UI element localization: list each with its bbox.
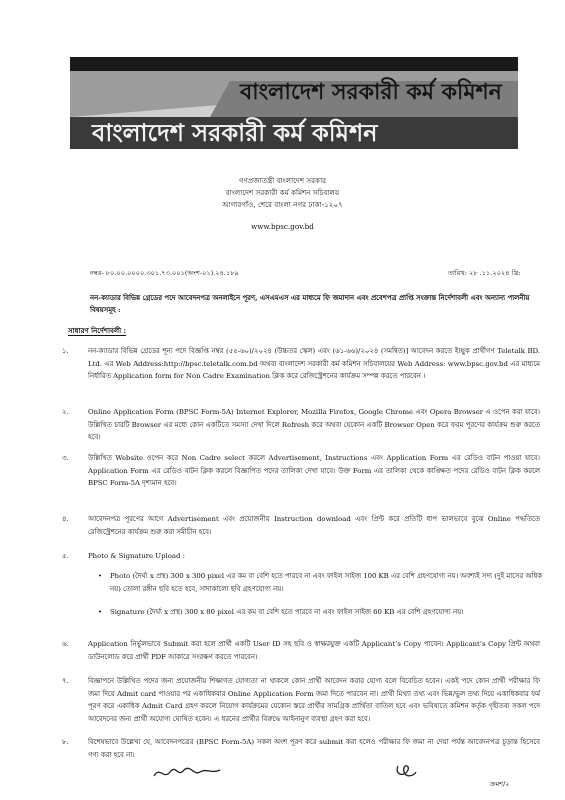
banner-line2: বাংলাদেশ সরকারী কর্ম কমিশন: [92, 119, 378, 147]
instruction-item: ৭. বিজ্ঞাপনে উল্লিখিত পদের জন্য প্রয়োজনীয় শিক্ষাগত যোগ্যতা না থাকলে কোন প্রার্থী আবেদন করার যোগ্য বলে বিবেচিত হবেন। একই পদে কোন প্রার্থী পরীক্ষার ফি জমা দিয়ে Admit card পাওয়ার পর একাধিকবার Online Application Form জমা দিতে পারবেন না। প্রার্থী মিথ্যা তথ্য এবং ভিন্ন/ভুল তথ্য দিয়ে একাধিকবার ফর্ম পূরণ করে একাধিক Admit Card গ্রহণ করলে নিয়োগ কার্যক্রমের যেকোন স্তরে প্রার্থীর সামগ্রিক প্রার্থিতা বাতিল হবে এবং ভবিষ্যতে কমিশন কর্তৃক গৃহীতব্য সকল পদে আবেদনের জন্য প্রার্থী অযোগ্য ঘোষিত হবেন। এ ধরনের প্রার্থীর বিরুদ্ধে আইনানুগ ব্যবস্থা গ্রহণ করা হবে।: [62, 677, 540, 723]
instruction-item: ১. নন-ক্যাডার বিভিন্ন গ্রেডের শূন্য পদে বিজ্ঞপ্তি নম্বর (৫৫-৬০)/২০২৪ (উচ্চতর স্কেল) এবং (৬১-৬৬)/২০২৪ (সমন্বিত)] আবেদন করতে ইচ্ছুক প্রার্থীগণ Teletalk BD. Ltd. এর Web Address:http://bpsc.teletalk.com.bd অথবা বাংলাদেশ সরকারী কর্ম কমিশন সচিবালয়ের Web Address: www.bpsc.gov.bd এর মাধ্যমে নির্ধারিত Application form for Non Cadre Examination ক্লিক করে রেজিস্ট্রেশনের কার্যক্রম সম্পন্ন করতে পারবেন ।: [62, 347, 540, 380]
signature-initial-right: [392, 758, 422, 782]
header-secretariat: বাংলাদেশ সরকারী কর্ম কমিশন সচিবালয়: [225, 188, 340, 197]
instruction-item: ৮. বিশেষভাবে উল্লেখ্য যে, আবেদনপত্রের (BPSC Form-5A) সকল অংশ পূরণ করে submit করা হলেও পরীক্ষার ফি জমা না দেয়া পর্যন্ত আবেদনপত্র চূড়ান্ত হিসেবে গণ্য করা হবে না।: [62, 738, 540, 759]
memo-date: তারিখ: ২৮ .১১.২০২৪ খ্রি:: [448, 269, 521, 277]
subject: নন-ক্যাডার বিভিন্ন গ্রেডের পদে আবেদনপত্র অনলাইনে পূরণ, এসএমএস এর মাধ্যমে ফি জমাদান এবং প্রবেশপত্র প্রাপ্তি সংক্রান্ত নির্দেশাবলী এবং অন্যান্য পালনীয় বিষয়সমূহ :: [90, 294, 530, 314]
commission-banner-photo: [70, 57, 518, 149]
memo-number: নম্বর- ৮০.০০.০০০০.৩০১.৭৩.০০১(অংশ-০১).২৪.১৮৯: [90, 269, 239, 277]
instruction-item: ৩. উল্লিখিত Website ওপেন করে Non Cadre select করলে Advertisement, Instructions এবং Application Form এর রেডিও বাটন পাওয়া যাবে। Application Form এর রেডিও বাটন ক্লিক করলে বিজ্ঞাপিত পদের তালিকা দেখা যাবে। উক্ত Form এর তালিকা থেকে কাঙ্ক্ষিত পদের রেডিও বাটন ক্লিক করলে BPSC Form-5A দৃশ্যমান হবে।: [62, 454, 540, 487]
upload-signature-rule: • Signature (দৈর্ঘ্য x প্রস্থ) 300 x 80 pixel এর কম বা বেশি হতে পারবে না এবং ফাইল সাইজ 60 KB এর বেশি গ্রহণযোগ্য নয়।: [98, 608, 464, 616]
header-gov: গণপ্রজাতন্ত্রী বাংলাদেশ সরকার: [238, 176, 327, 185]
header-website: www.bpsc.gov.bd: [251, 222, 314, 231]
upload-photo-rule: • Photo (দৈর্ঘ্য x প্রস্থ) 300 x 300 pixel এর কম বা বেশি হতে পারবে না এবং ফাইল সাইজ 100 KB এর বেশি গ্রহণযোগ্য নয়। অবশ্যই সদ্য (দুই মাসের অধিক নয়) তোলা রঙ্গীন ছবি হতে হবে, সাদাকালো ছবি গ্রহণযোগ্য নয়।: [98, 572, 543, 593]
instruction-item: ২. Online Application Form (BPSC Form-5A) Internet Explorer, Mozilla Firefox, Google Chrome এবং Opera Browser এ ওপেন করা যাবে। উল্লিখিত চারটি Browser এর মধ্যে কোন একটিতে সমস্যা দেখা দিলে Refresh করে অথবা যেকোন একটি Browser Open করে ফরম পূরণের কার্যক্রম শুরু করতে হবে।: [62, 408, 540, 441]
general-instructions-heading: সাধারণ নির্দেশাবলী :: [68, 326, 127, 335]
header-address: আগারগাঁও, শেরে বাংলা নগর ঢাকা-১২০৭: [222, 200, 343, 209]
instruction-item: ৬. Application নির্ভুলভাবে Submit করা হলে প্রার্থী একটি User ID সহ ছবি ও স্বাক্ষরযুক্ত একটি Applicant’s Copy পাবেন। Applicant’s Copy প্রিন্ট অথবা ডাউনলোড করে প্রার্থী PDF আকারে সংরক্ষণ করতে পারবেন।: [62, 640, 540, 661]
banner-line1: বাংলাদেশ সরকারী কর্ম কমিশন: [240, 80, 502, 105]
signature-initial-left: [150, 760, 230, 784]
instruction-item: ৪. আবেদনপত্র পূরণের আগে Advertisement এবং প্রয়োজনীয় Instruction download এবং প্রিন্ট করে প্রতিটি ধাপ ভালভাবে বুঝে Online পদ্ধতিতে রেজিস্ট্রেশনের কার্যক্রম শুরু করা সমীচীন হবে।: [62, 515, 540, 536]
instruction-item-upload: ৫. Photo & Signature Upload :: [62, 552, 185, 560]
page-continuation: ক্রমশ/২: [490, 780, 510, 788]
